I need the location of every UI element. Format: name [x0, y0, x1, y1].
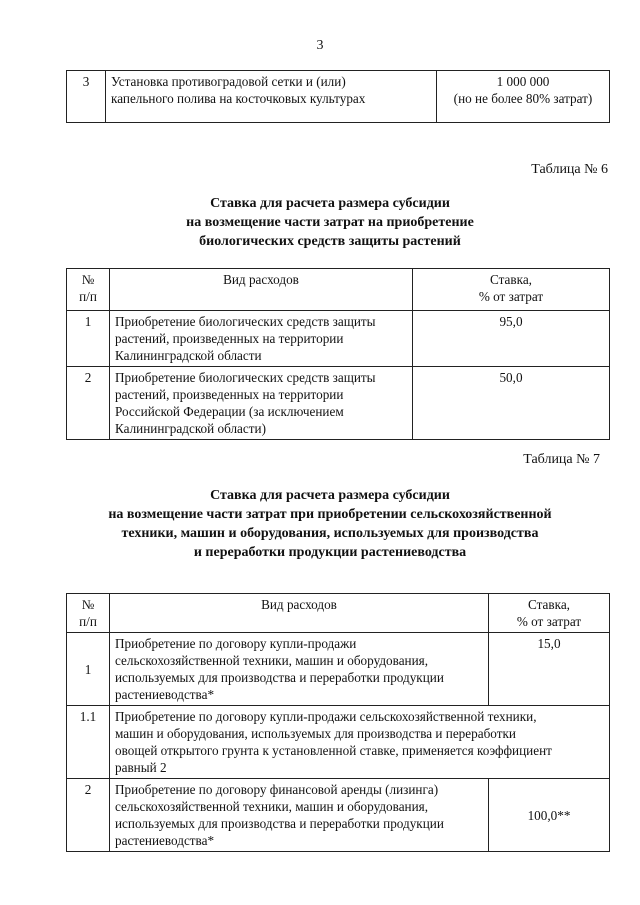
- title-line: и переработки продукции растениеводства: [193, 545, 467, 560]
- header-expense-type: Вид расходов: [110, 594, 489, 633]
- cell-line: сельскохозяйственной техники, машин и оборудования,: [115, 799, 429, 814]
- cell-line: п/п: [79, 614, 97, 629]
- cell-line: овощей открытого грунта к установленной ставке, применяется коэффициент: [115, 743, 552, 758]
- cell-line: Российской Федерации (за исключением: [115, 404, 344, 419]
- header-number: [67, 594, 110, 633]
- table7-label: Таблица № 7: [523, 452, 600, 467]
- cell-line: №: [81, 597, 95, 612]
- cell-line: сельскохозяйственной техники, машин и оборудования,: [115, 653, 429, 668]
- rate-cell: 95,0: [413, 311, 610, 367]
- row-number: 2: [67, 367, 110, 440]
- row-number: 1.1: [67, 706, 110, 779]
- title-line: на возмещение части затрат на приобретение: [186, 215, 474, 230]
- cell-line: используемых для производства и переработки продукции: [115, 816, 444, 831]
- table7-title: [60, 486, 600, 562]
- rate-cell: 50,0: [413, 367, 610, 440]
- table-header-row: [67, 594, 610, 633]
- header-expense-type: Вид расходов: [110, 269, 413, 311]
- cell-line: % от затрат: [478, 289, 544, 304]
- cell-line: Приобретение биологических средств защиты: [115, 370, 376, 385]
- cell-line: п/п: [79, 289, 97, 304]
- expense-type-cell: [110, 367, 413, 440]
- row-number: 2: [67, 779, 110, 852]
- cell-line: (но не более 80% затрат): [453, 91, 593, 106]
- cell-line: Установка противоградовой сетки и (или): [111, 74, 346, 89]
- cell-line: №: [81, 272, 95, 287]
- cell-line: Калининградской области: [115, 348, 262, 363]
- rate-cell: [437, 71, 610, 123]
- title-line: биологических средств защиты растений: [199, 234, 461, 249]
- expense-type-cell: [106, 71, 437, 123]
- expense-type-cell: [110, 633, 489, 706]
- table6: [66, 268, 610, 440]
- cell-line: Ставка,: [490, 272, 532, 287]
- title-line: Ставка для расчета размера субсидии: [210, 196, 450, 211]
- table-row: [67, 779, 610, 852]
- cell-line: равный 2: [115, 760, 167, 775]
- cell-line: растений, произведенных на территории: [115, 331, 344, 346]
- row-number: 3: [67, 71, 106, 123]
- table-header-row: [67, 269, 610, 311]
- cell-line: растениеводства*: [115, 687, 215, 702]
- table6-label: Таблица № 6: [531, 162, 608, 177]
- table-top: [66, 70, 610, 123]
- cell-line: Приобретение по договору купли-продажи сельскохозяйственной техники,: [115, 709, 537, 724]
- rate-cell: 15,0: [489, 633, 610, 706]
- header-number: [67, 269, 110, 311]
- cell-line: Калининградской области): [115, 421, 266, 436]
- table-row: [67, 706, 610, 779]
- cell-line: % от затрат: [516, 614, 582, 629]
- expense-type-cell: [110, 779, 489, 852]
- header-rate: [489, 594, 610, 633]
- cell-line: растениеводства*: [115, 833, 215, 848]
- cell-line: растений, произведенных на территории: [115, 387, 344, 402]
- cell-line: Ставка,: [528, 597, 570, 612]
- table-row: [67, 311, 610, 367]
- cell-line: капельного полива на косточковых культурах: [111, 91, 366, 106]
- cell-line: Приобретение по договору купли-продажи: [115, 636, 357, 651]
- table-row: [67, 367, 610, 440]
- expense-type-cell: [110, 706, 610, 779]
- page-number: 3: [316, 38, 324, 53]
- table-row: [67, 633, 610, 706]
- cell-line: 1 000 000: [496, 74, 550, 89]
- title-line: Ставка для расчета размера субсидии: [210, 488, 450, 503]
- cell-line: используемых для производства и переработки продукции: [115, 670, 444, 685]
- title-line: на возмещение части затрат при приобретении сельскохозяйственной: [108, 507, 552, 522]
- table7: [66, 593, 610, 852]
- header-rate: [413, 269, 610, 311]
- title-line: техники, машин и оборудования, используемых для производства: [121, 526, 539, 541]
- cell-line: машин и оборудования, используемых для производства и переработки: [115, 726, 516, 741]
- table-row: [67, 71, 610, 123]
- expense-type-cell: [110, 311, 413, 367]
- cell-line: Приобретение биологических средств защиты: [115, 314, 376, 329]
- row-number: 1: [67, 311, 110, 367]
- table6-title: [60, 194, 600, 251]
- cell-line: Приобретение по договору финансовой аренды (лизинга): [115, 782, 439, 797]
- row-number: 1: [67, 633, 110, 706]
- rate-cell: 100,0**: [489, 779, 610, 852]
